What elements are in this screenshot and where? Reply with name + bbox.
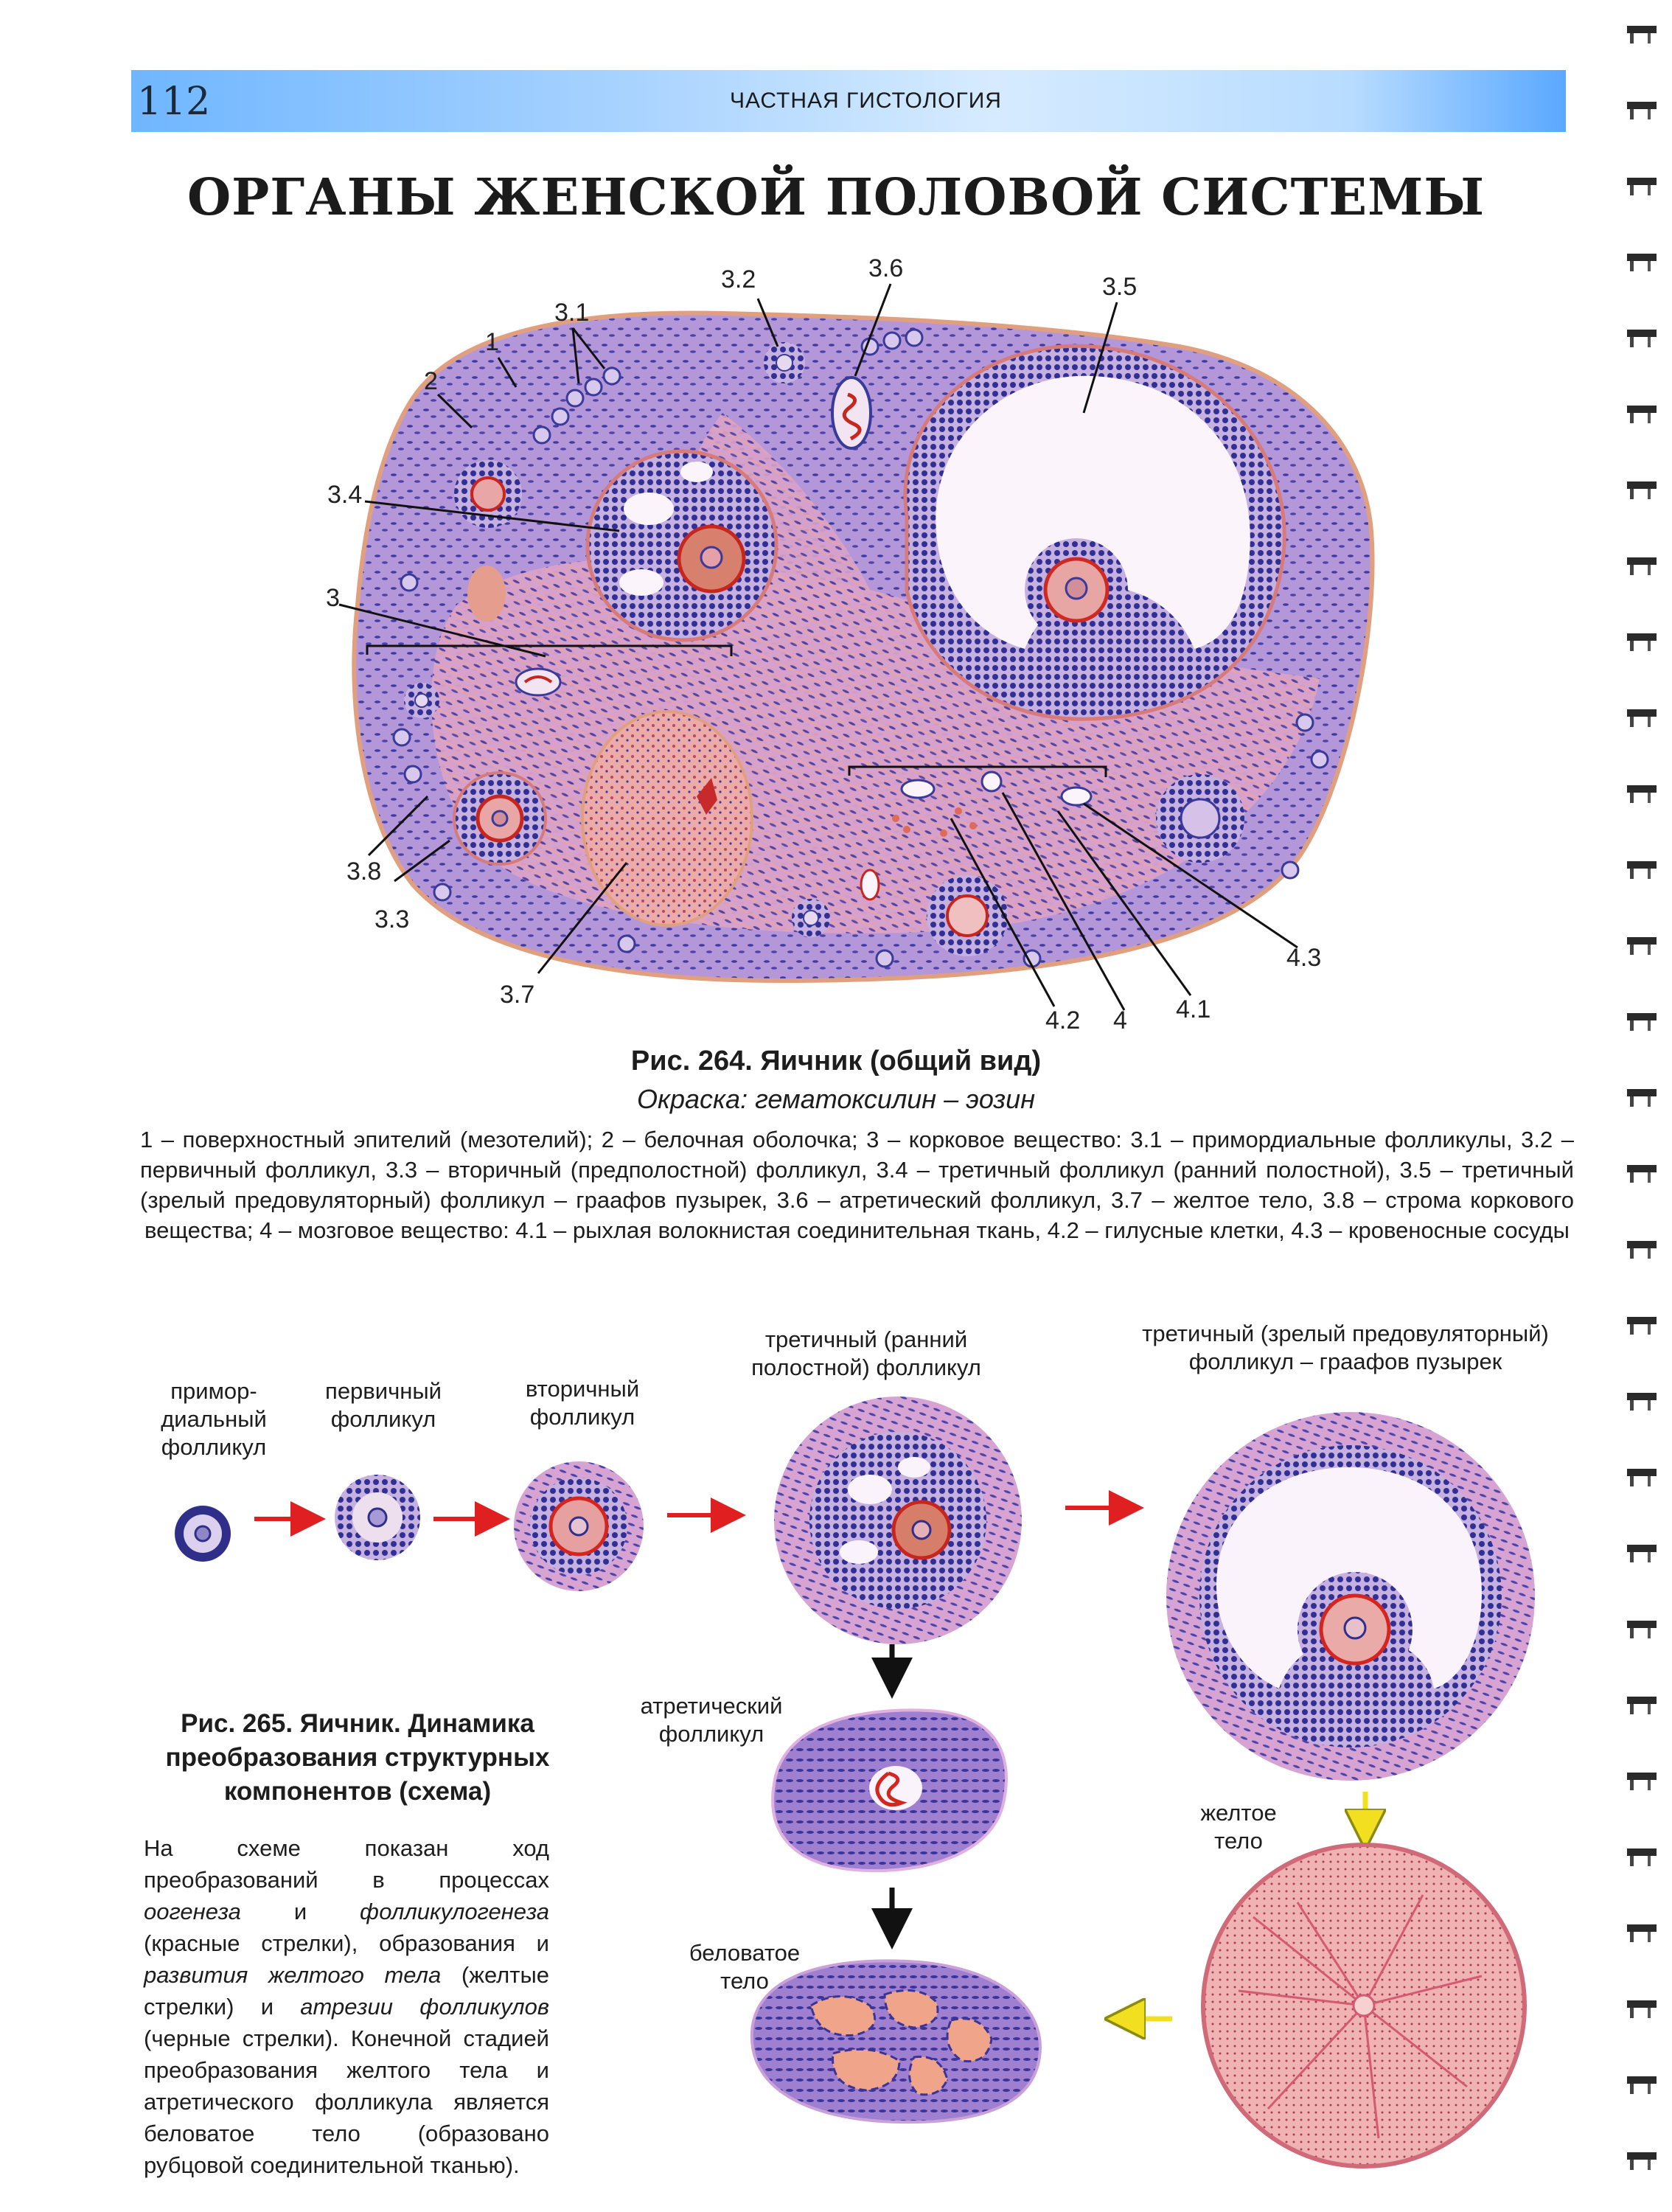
- label-4-2: 4.2: [1045, 1006, 1081, 1032]
- corpus-albicans-diagram: [752, 1961, 1040, 2122]
- label-3: 3: [326, 584, 340, 612]
- fig265-caption: Рис. 265. Яичник. Динамика преобразования структурных компонентов (схема): [165, 1709, 550, 1806]
- label-3-4: 3.4: [327, 481, 363, 509]
- label-3-5: 3.5: [1102, 273, 1138, 301]
- graafian-follicle-diagram: [1166, 1412, 1535, 1781]
- stage-label-primary: первичный фолликул: [325, 1378, 442, 1432]
- early-tertiary-follicle-diagram: [774, 1397, 1022, 1644]
- label-3-1: 3.1: [554, 299, 590, 327]
- stage-label-corpus-luteum: желтое тело: [1200, 1800, 1277, 1854]
- stage-label-atretic: атретический фолликул: [640, 1693, 783, 1747]
- primary-follicle: [335, 1475, 420, 1560]
- label-3-3: 3.3: [375, 905, 410, 933]
- page-number: 112: [137, 80, 211, 124]
- atretic-follicle-diagram: [773, 1710, 1006, 1871]
- label-4-3: 4.3: [1286, 944, 1322, 972]
- stage-label-primordial: примор- диальный фолликул: [161, 1378, 267, 1460]
- label-3-7: 3.7: [500, 981, 535, 1009]
- label-3-6: 3.6: [868, 254, 904, 282]
- label-3-8: 3.8: [346, 858, 382, 886]
- fig264-caption: Рис. 264. Яичник (общий вид): [630, 1046, 1042, 1077]
- fig264-stain: Окраска: гематоксилин – эозин: [637, 1084, 1035, 1114]
- label-1: 1: [485, 328, 499, 356]
- label-3-2: 3.2: [721, 265, 756, 293]
- page-title: ОРГАНЫ ЖЕНСКОЙ ПОЛОВОЙ СИСТЕМЫ: [187, 168, 1485, 227]
- fig264-legend: 1 – поверхностный эпителий (мезотелий); 2 – белочная оболочка; 3 – корковое вещество: 3.1 – примордиальные фолликулы, 3.2 – первичный фолликул, 3.3 – вторичный (предполостной) фолликул, 3.4 – третичный фолликул (ранний полостной), 3.5 – третичный (зрелый предовуляторный) фолликул – граафов пузырек, 3.6 – атретический фолликул, 3.7 – желтое тело, 3.8 – строма коркового вещества; 4 – мозговое вещество: 4.1 – рыхлая волокнистая соединительная ткань, 4.2 – гилусные клетки, 4.3 – кровеносные сосуды: [140, 1127, 1574, 1243]
- stage-label-tertiary-mature: третичный (зрелый предовуляторный) фолликул – граафов пузырек: [1142, 1321, 1549, 1374]
- label-2: 2: [424, 367, 438, 395]
- fig265-description: На схеме показан ход преобразований в процессах оогенеза и фолликулогенеза (красные стрелки), образования и развития желтого тела (желтые стрелки) и атрезии фолликулов (черные стрелки). Конечной стадией преобразования желтого тела и атретического фолликула является беловатое тело (образовано рубцовой соединительной тканью).: [144, 1835, 550, 2178]
- stage-label-secondary: вторичный фолликул: [525, 1376, 640, 1430]
- primordial-follicle: [175, 1506, 231, 1562]
- stage-label-tertiary-early: третичный (ранний полостной) фолликул: [751, 1326, 981, 1380]
- corpus-luteum: [582, 712, 752, 925]
- label-4: 4: [1113, 1006, 1127, 1032]
- secondary-follicle: [514, 1461, 644, 1591]
- label-4-1: 4.1: [1176, 995, 1211, 1023]
- stage-label-corpus-albicans: беловатое тело: [689, 1940, 801, 1994]
- ovary-overview-figure: [324, 251, 1401, 1032]
- corpus-luteum-diagram: [1203, 1845, 1525, 2166]
- running-head: ЧАСТНАЯ ГИСТОЛОГИЯ: [730, 88, 1002, 113]
